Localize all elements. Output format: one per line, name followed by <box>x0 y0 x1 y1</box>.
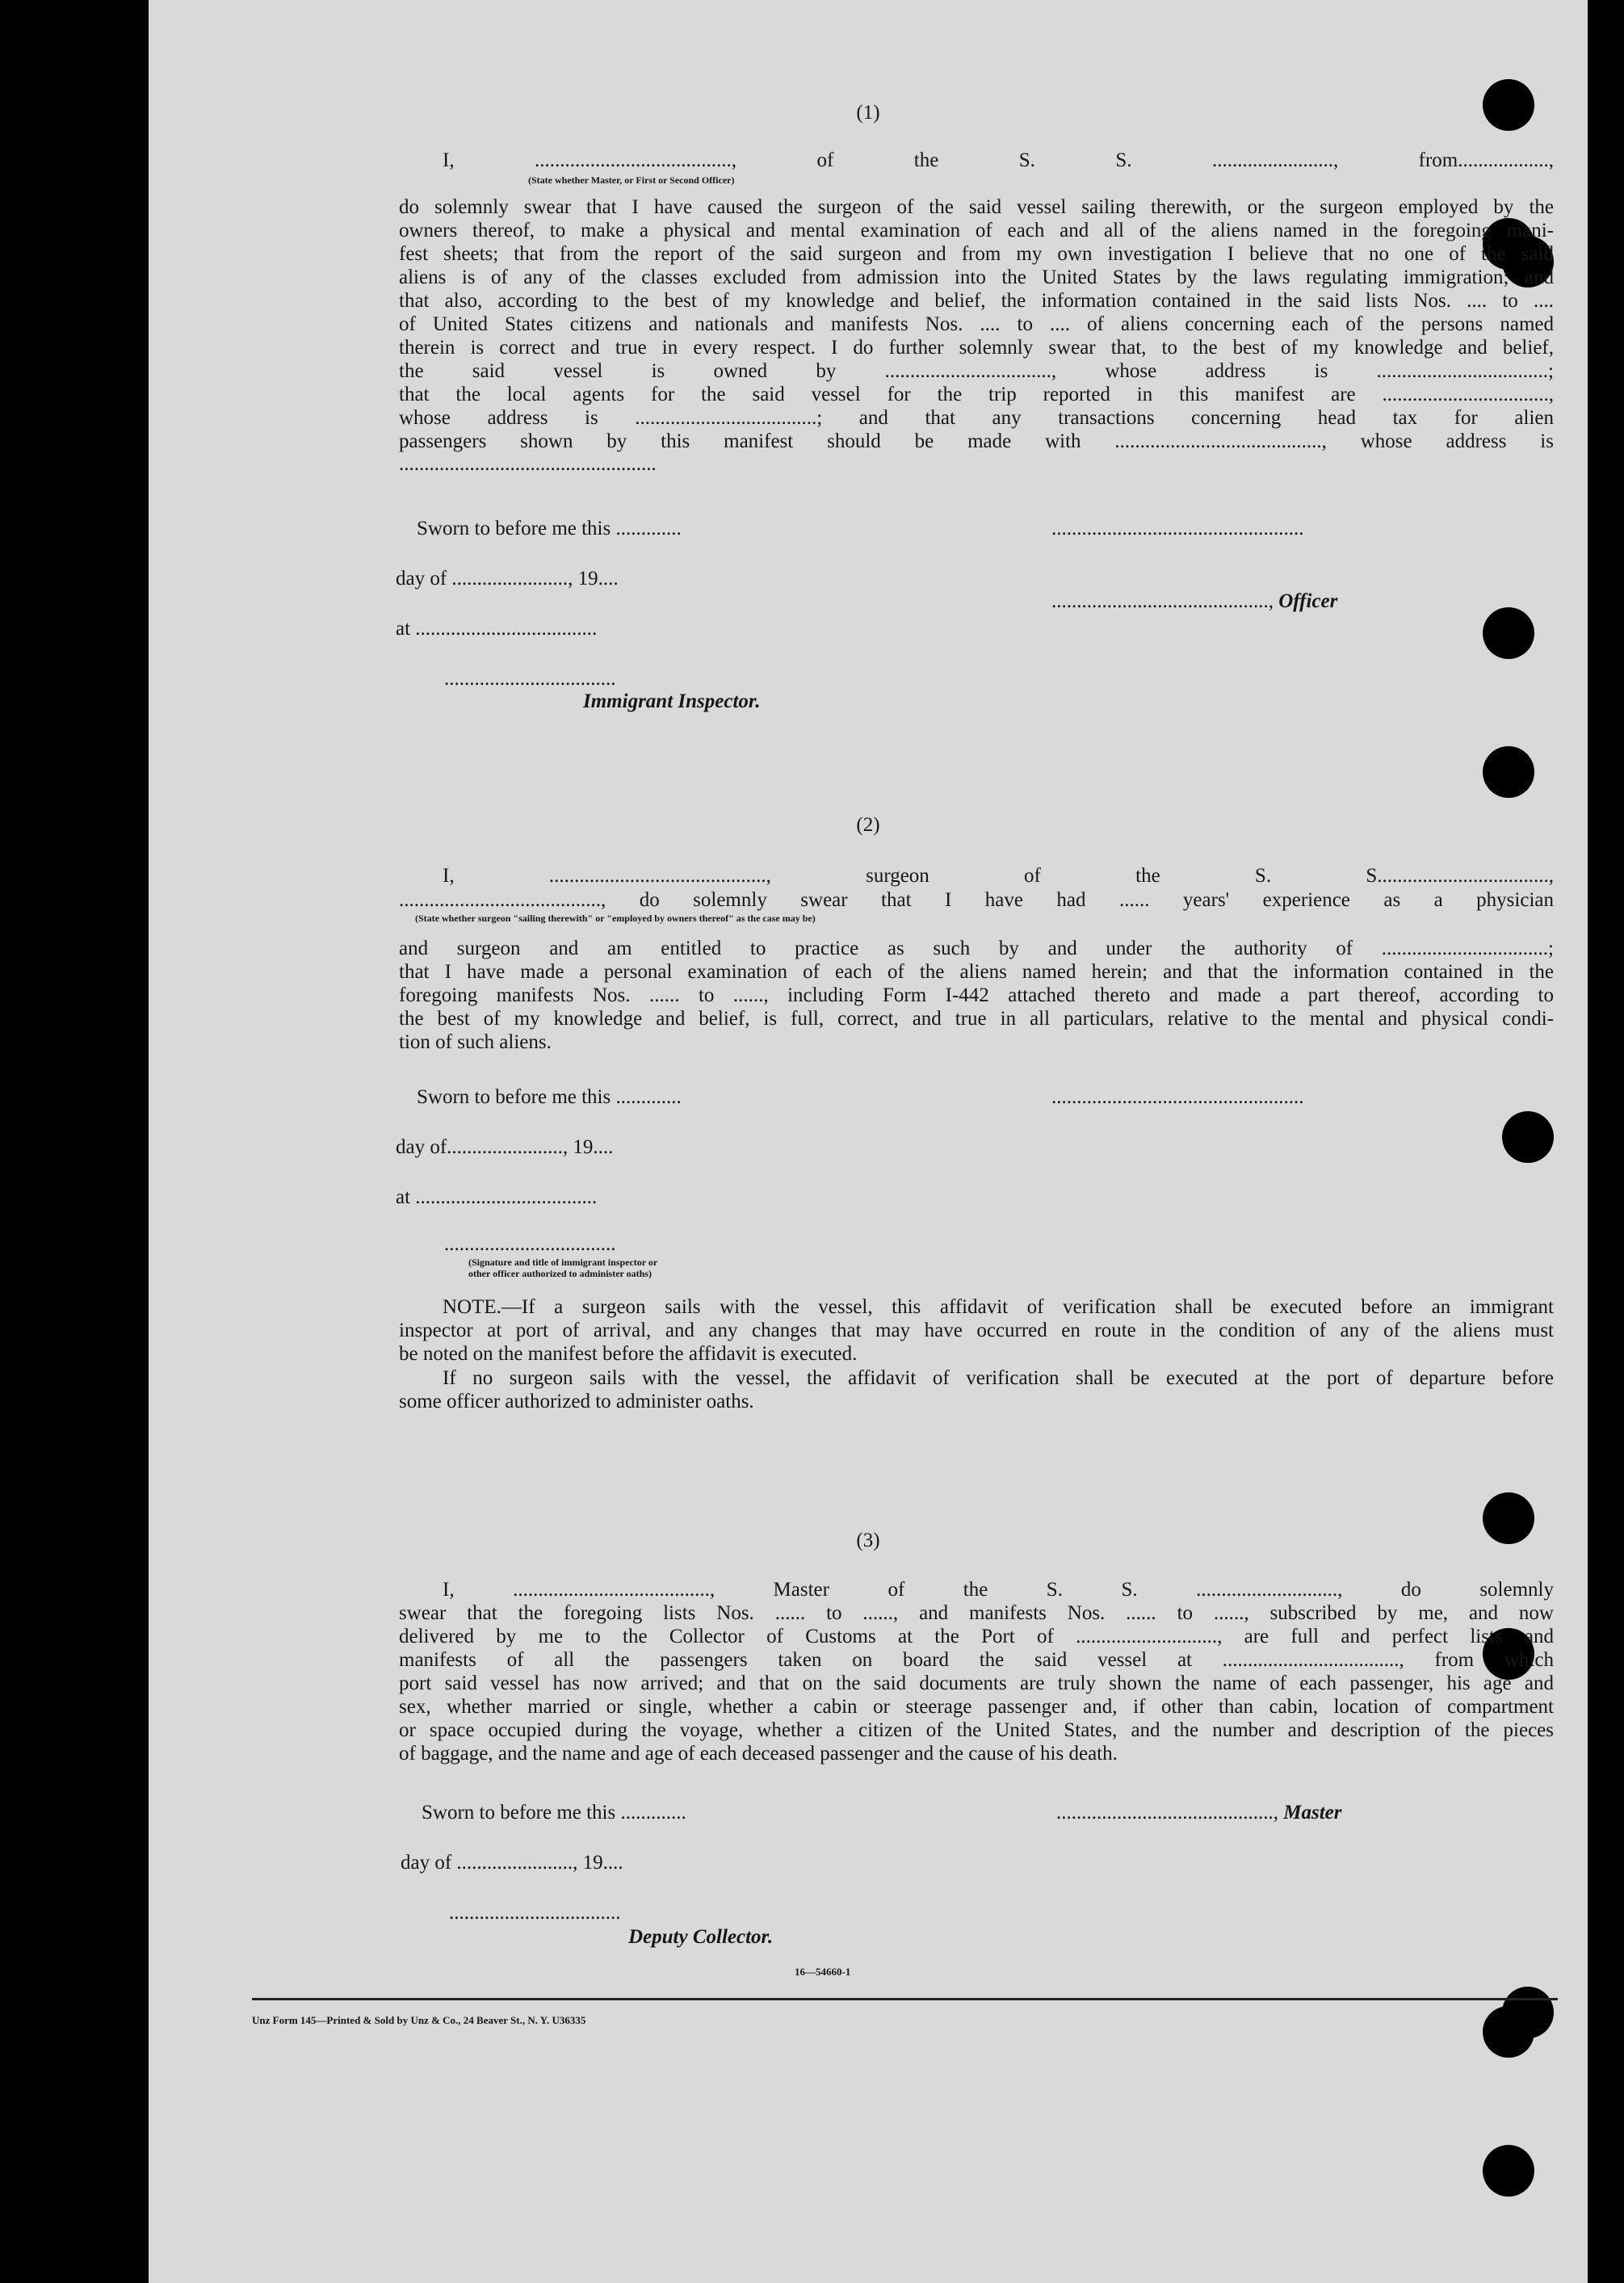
section-1-line: of United States citizens and nationals and manifests Nos. .... to .... of aliens concerning each of the persons named <box>399 313 1554 335</box>
section-3-line: or space occupied during the voyage, whether a citizen of the United States, and the number and description of the pieces <box>399 1719 1554 1741</box>
punch-hole <box>1483 2006 1534 2058</box>
section-3-collector-dots: .................................. <box>449 1902 621 1924</box>
form-number: 16—54660-1 <box>795 1966 851 1978</box>
section-1-line: therein is correct and true in every respect. I do further solemnly swear that, to the best of my knowledge and belief, <box>399 337 1554 359</box>
punch-hole <box>1483 2145 1534 2197</box>
section-1-inspector-dots: .................................. <box>444 668 616 690</box>
note-last-line: be noted on the manifest before the affidavit is executed. <box>399 1343 858 1365</box>
section-3-line: port said vessel has now arrived; and that on the said documents are truly shown the name of each passenger, his age and <box>399 1672 1554 1694</box>
section-1-line: that also, according to the best of my knowledge and belief, the information contained in the said lists Nos. .... to .... <box>399 290 1554 312</box>
section-3-sworn: Sworn to before me this ............. <box>422 1802 686 1823</box>
section-1-first-line-caption: (State whether Master, or First or Second Officer) <box>528 174 735 186</box>
punch-hole <box>1502 1111 1554 1163</box>
deputy-collector-label: Deputy Collector. <box>628 1926 774 1948</box>
section-2-day-of: day of......................., 19.... <box>396 1136 614 1158</box>
section-1-day-of: day of ......................., 19.... <box>396 568 619 590</box>
section-1-sworn: Sworn to before me this ............. <box>417 518 682 539</box>
note-line: inspector at port of arrival, and any changes that may have occurred en route in the condition of any of the aliens must <box>399 1320 1554 1341</box>
immigrant-inspector-label: Immigrant Inspector. <box>583 690 761 712</box>
footer-rule <box>252 1998 1558 2000</box>
section-1-line: passengers shown by this manifest should be made with ........................................., whose address is <box>399 430 1554 452</box>
section-3-master-line: ..........................................., Master <box>1056 1802 1342 1823</box>
section-3-line: swear that the foregoing lists Nos. ...... to ......, and manifests Nos. ...... to ......, subscribed by me, and now <box>399 1602 1554 1624</box>
section-3-line: delivered by me to the Collector of Customs at the Port of ............................, are full and perfect lists and <box>399 1626 1554 1647</box>
section-2-number: (2) <box>856 814 880 836</box>
section-2-line: foregoing manifests Nos. ...... to ......, including Form I-442 attached thereto and made a part thereof, according to <box>399 984 1554 1006</box>
note-line: NOTE.—If a surgeon sails with the vessel, this affidavit of verification shall be executed before an immigrant <box>443 1296 1554 1318</box>
section-1-line: that the local agents for the said vessel for the trip reported in this manifest are ................................., <box>399 384 1554 405</box>
section-2-sworn-signature-line: .................................................. <box>1051 1086 1304 1108</box>
section-3-line: sex, whether married or single, whether a cabin or steerage passenger and, if other than cabin, location of compartment <box>399 1696 1554 1718</box>
section-1-line: fest sheets; that from the report of the said surgeon and from my own investigation I believe that no one of the said <box>399 243 1554 265</box>
section-2-second-line-caption: (State whether surgeon "sailing therewith" or "employed by owners thereof" as the case may be) <box>415 913 816 924</box>
section-2-line: that I have made a personal examination of each of the aliens named herein; and that the information contained in the <box>399 961 1554 983</box>
section-1-sworn-signature-line: .................................................. <box>1051 518 1304 539</box>
section-1-line: aliens is of any of the classes excluded from admission into the United States by the laws regulating immigration; and <box>399 266 1554 288</box>
section-2-signature-caption: (Signature and title of immigrant inspector or <box>468 1257 658 1268</box>
section-1-line: owners thereof, to make a physical and mental examination of each and all of the aliens named in the foregoing mani- <box>399 220 1554 241</box>
section-1-last-line: ................................................... <box>399 453 657 475</box>
section-1-line: the said vessel is owned by ................................., whose address is ..................................; <box>399 360 1554 382</box>
section-2-second-line: ........................................, do solemnly swear that I have had ...... years' experience as a physician <box>399 889 1554 911</box>
document-page <box>149 0 1588 2283</box>
section-1-officer-line: ..........................................., Officer <box>1051 590 1338 612</box>
section-2-line: and surgeon and am entitled to practice as such by and under the authority of .................................; <box>399 938 1554 959</box>
note-2-last-line: some officer authorized to administer oaths. <box>399 1391 754 1412</box>
section-2-last-line: tion of such aliens. <box>399 1031 552 1053</box>
section-3-line: manifests of all the passengers taken on board the said vessel at ..................................., from which <box>399 1649 1554 1671</box>
section-2-signature-caption: other officer authorized to administer oaths) <box>468 1268 652 1279</box>
section-1-number: (1) <box>856 102 880 124</box>
officer-label: Officer <box>1278 590 1338 612</box>
section-1-first-line: I, ......................................., of the S. S. ........................, from.................., <box>443 149 1554 171</box>
section-3-day-of: day of ......................., 19.... <box>401 1852 623 1874</box>
section-1-line: do solemnly swear that I have caused the surgeon of the said vessel sailing therewith, or the surgeon employed by the <box>399 196 1554 218</box>
punch-hole <box>1483 746 1534 798</box>
master-label: Master <box>1283 1802 1342 1823</box>
section-3-line: I, ......................................., Master of the S. S. ............................, do solemnly <box>443 1579 1554 1601</box>
section-2-line: the best of my knowledge and belief, is full, correct, and true in all particulars, relative to the mental and physical condi- <box>399 1008 1554 1030</box>
section-2-at: at .................................... <box>396 1186 598 1208</box>
section-2-first-line: I, ..........................................., surgeon of the S. S.................................., <box>443 865 1554 887</box>
printer-footer: Unz Form 145—Printed & Sold by Unz & Co., 24 Beaver St., N. Y. U36335 <box>252 2014 586 2026</box>
note-2-line: If no surgeon sails with the vessel, the affidavit of verification shall be executed at the port of departure before <box>443 1367 1554 1389</box>
section-3-last-line: of baggage, and the name and age of each deceased passenger and the cause of his death. <box>399 1743 1118 1765</box>
section-1-line: whose address is ....................................; and that any transactions concerning head tax for alien <box>399 407 1554 429</box>
punch-hole <box>1483 607 1534 659</box>
section-2-signature-dots: .................................. <box>444 1233 616 1255</box>
section-3-number: (3) <box>856 1530 880 1551</box>
section-2-sworn: Sworn to before me this ............. <box>417 1086 682 1108</box>
section-1-at: at .................................... <box>396 618 598 640</box>
